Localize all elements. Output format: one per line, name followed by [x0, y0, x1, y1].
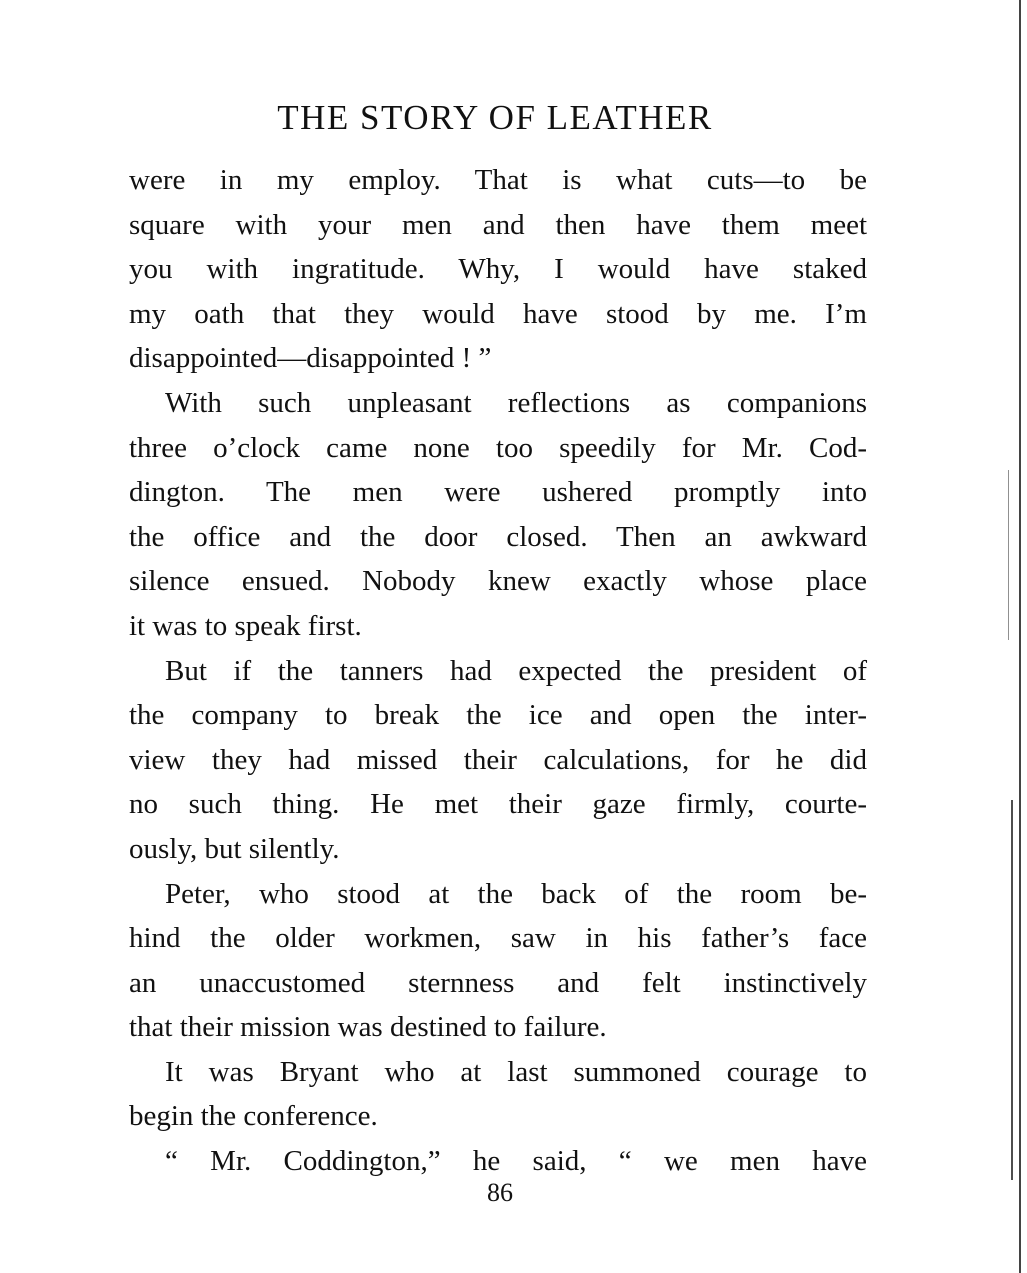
page-edge-mark — [1008, 470, 1009, 640]
page-edge-shadow — [1019, 0, 1021, 1273]
text-line: “ Mr. Coddington,” he said, “ we men have — [165, 1145, 867, 1178]
text-line: silence ensued. Nobody knew exactly whose place — [129, 565, 867, 598]
text-line: square with your men and then have them meet — [129, 208, 867, 241]
body-text — [129, 158, 867, 1184]
text-line: no such thing. He met their gaze firmly, courte- — [129, 788, 867, 821]
text-line: the office and the door closed. Then an awkward — [129, 520, 867, 553]
text-line: the company to break the ice and open the inter- — [129, 699, 867, 732]
text-line: ously, but silently. — [129, 832, 340, 865]
text-line: an unaccustomed sternness and felt instinctively — [129, 966, 867, 999]
text-line: view they had missed their calculations, for he did — [129, 743, 867, 776]
text-line: were in my employ. That is what cuts—to be — [129, 164, 867, 196]
text-line: you with ingratitude. Why, I would have staked — [129, 253, 867, 286]
text-line: It was Bryant who at last summoned courage to — [165, 1055, 867, 1088]
text-line: begin the conference. — [129, 1100, 378, 1133]
text-line: my oath that they would have stood by me. I’m — [129, 297, 867, 330]
page-number: 86 — [487, 1178, 513, 1207]
text-line: Peter, who stood at the back of the room be- — [165, 877, 867, 910]
text-line: it was to speak first. — [129, 609, 362, 642]
text-line: hind the older workmen, saw in his father’s face — [129, 922, 867, 955]
text-line: disappointed—disappointed ! ” — [129, 342, 492, 375]
running-head: THE STORY OF LEATHER — [277, 98, 713, 137]
page-edge-mark — [1011, 800, 1013, 1180]
text-line: that their mission was destined to failure. — [129, 1011, 607, 1044]
text-line: With such unpleasant reflections as companions — [165, 386, 867, 419]
text-line: dington. The men were ushered promptly into — [129, 476, 867, 509]
text-line: three o’clock came none too speedily for Mr. Cod- — [129, 431, 867, 464]
text-line: But if the tanners had expected the president of — [165, 654, 867, 687]
